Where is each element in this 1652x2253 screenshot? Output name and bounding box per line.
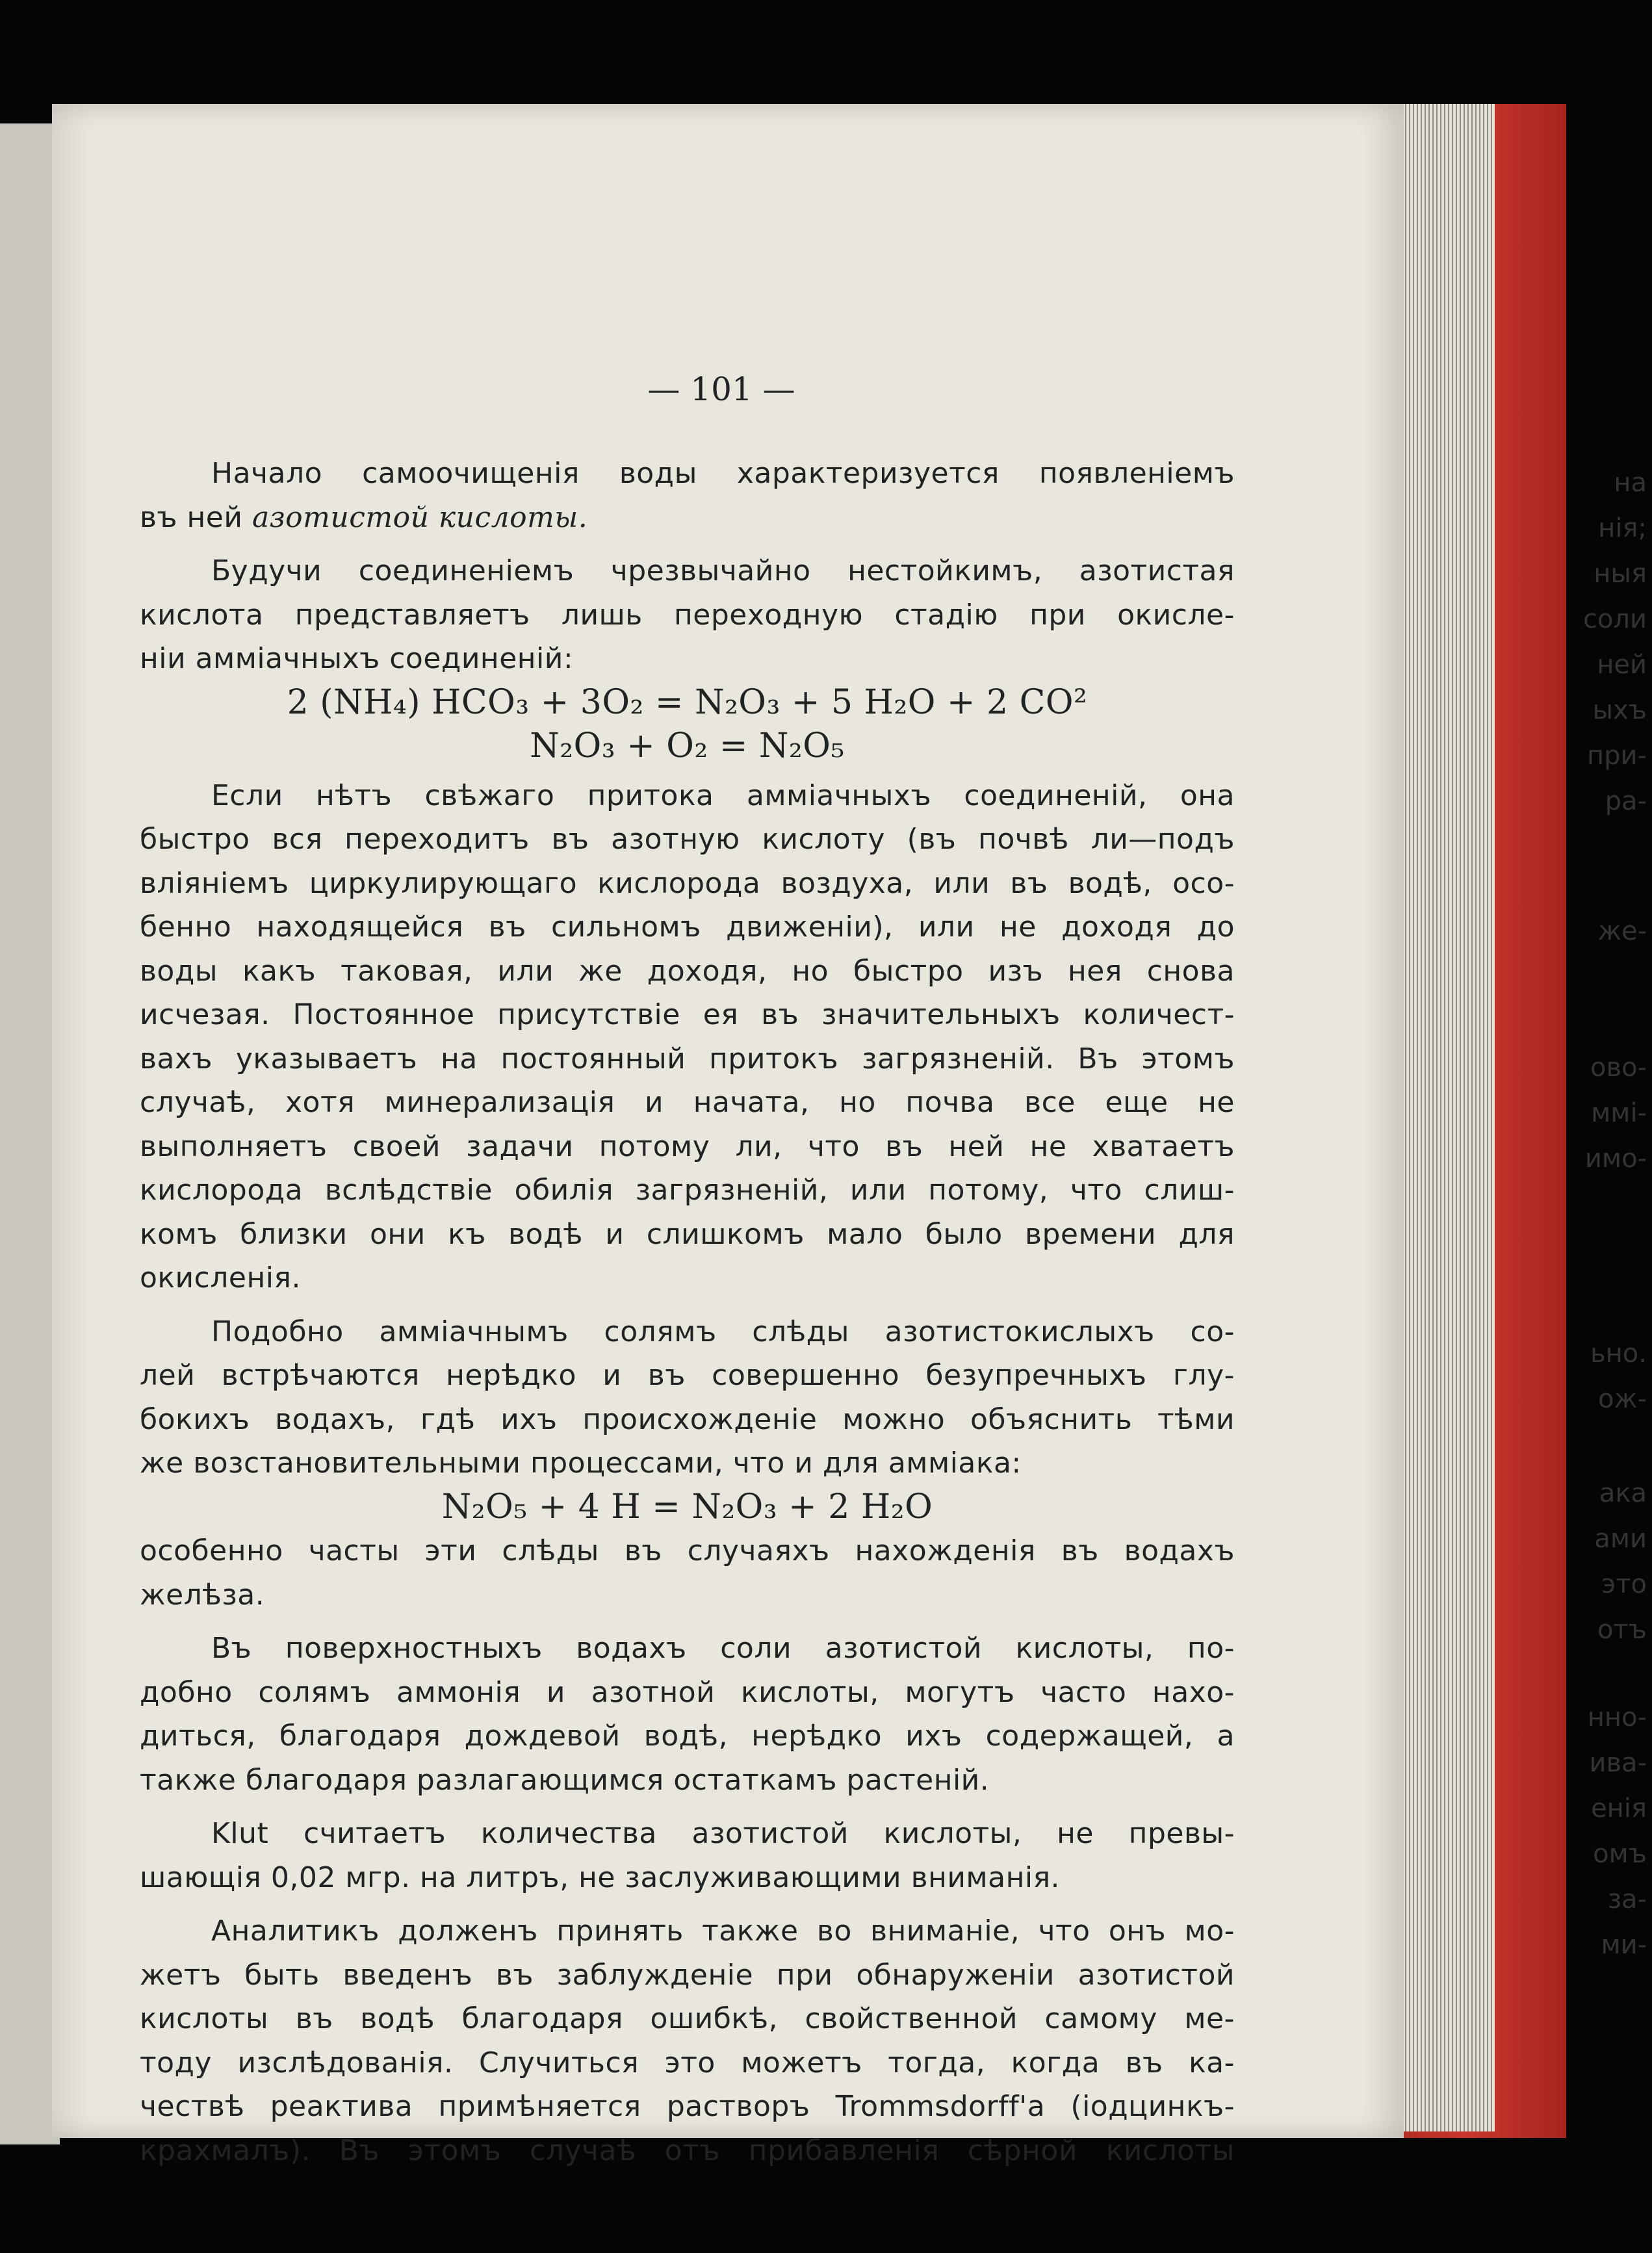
text-line: тоду изслѣдованія. Случиться это можетъ тогда, когда въ ка- <box>140 2046 1235 2079</box>
left-page-text-fragment: ами <box>1594 1524 1647 1554</box>
right-page <box>52 104 1404 2167</box>
left-page-text-fragment: при- <box>1587 741 1647 771</box>
text-line: жетъ быть введенъ въ заблужденіе при обнаруженіи азотистой <box>140 1958 1235 1992</box>
left-page-text-fragment: ыхъ <box>1592 695 1647 725</box>
text-line: Въ поверхностныхъ водахъ соли азотистой кислоты, по- <box>211 1632 1235 1665</box>
text-line: шающія 0,02 мгр. на литръ, не заслуживающими вниманія. <box>140 1860 1061 1894</box>
text-line: Если нѣтъ свѣжаго притока амміачныхъ соединеній, она <box>211 779 1235 812</box>
formula: 2 (NH₄) HCO₃ + 3O₂ = N₂O₃ + 5 H₂O + 2 CO² <box>287 682 1088 722</box>
left-page-text-fragment: ныя <box>1594 559 1647 589</box>
italic-phrase: азотистой кислоты. <box>252 500 588 534</box>
left-page-text-fragment: ммі- <box>1591 1098 1647 1128</box>
text-line: въ ней азотистой кислоты. <box>140 500 588 534</box>
text-line: комъ близки они къ водѣ и слишкомъ мало было времени для <box>140 1217 1235 1251</box>
text-line: крахмалъ). Въ этомъ случаѣ отъ прибавленія сѣрной кислоты <box>140 2133 1235 2167</box>
left-page-text-fragment: ово- <box>1590 1053 1647 1083</box>
left-page-text-fragment: ьно. <box>1590 1339 1647 1369</box>
text-line: воды какъ таковая, или же доходя, но быстро изъ нея снова <box>140 954 1235 988</box>
text-line: бенно находящейся въ сильномъ движеніи), или не доходя до <box>140 910 1235 944</box>
left-page-text-fragment: нно- <box>1587 1703 1647 1732</box>
text-line: выполняетъ своей задачи потому ли, что въ ней не хватаетъ <box>140 1129 1235 1163</box>
page-block-edge <box>1391 104 1495 2131</box>
left-page-text-fragment: ней <box>1597 650 1647 680</box>
left-page-text-fragment: на <box>1614 468 1647 498</box>
page-body-text <box>140 452 1235 2172</box>
left-page-text-fragment: соли <box>1582 604 1647 634</box>
text-line: кислота представляетъ лишь переходную стадію при окисле- <box>140 598 1235 632</box>
text-line: окисленія. <box>140 1261 301 1294</box>
left-page-text-fragment: ака <box>1599 1478 1647 1508</box>
text-line: также благодаря разлагающимся остаткамъ растеній. <box>140 1763 990 1797</box>
text-line: Будучи соединеніемъ чрезвычайно нестойкимъ, азотистая <box>211 554 1235 587</box>
left-page-text-fragment: это <box>1601 1569 1647 1599</box>
text-line: Подобно амміачнымъ солямъ слѣды азотистокислыхъ со- <box>211 1315 1235 1348</box>
text-line: чествѣ реактива примѣняется растворъ Trommsdorff'а (іодцинкъ- <box>140 2090 1235 2123</box>
left-page-text-fragment: ива- <box>1589 1748 1647 1778</box>
left-page-text-fragment: отъ <box>1597 1615 1647 1645</box>
formula: N₂O₃ + O₂ = N₂O₅ <box>530 727 845 766</box>
left-page-fragment <box>0 123 60 2144</box>
left-page-text-fragment: ра- <box>1605 786 1647 816</box>
formula: N₂O₅ + 4 H = N₂O₃ + 2 H₂O <box>441 1487 933 1526</box>
left-page-text-fragment: омъ <box>1593 1839 1647 1869</box>
text-line: исчезая. Постоянное присутствіе ея въ значительныхъ количест- <box>140 998 1235 1031</box>
text-line: Аналитикъ долженъ принять также во вниманіе, что онъ мо- <box>211 1914 1235 1948</box>
text-line: кислорода вслѣдствіе обилія загрязненій, или потому, что слиш- <box>140 1174 1235 1207</box>
left-page-text-fragment: за- <box>1607 1885 1647 1914</box>
text-line: быстро вся переходитъ въ азотную кислоту (въ почвѣ ли—подъ <box>140 823 1235 856</box>
text-line: диться, благодаря дождевой водѣ, нерѣдко ихъ содержащей, а <box>140 1719 1235 1753</box>
text-line: Начало самоочищенія воды характеризуется появленіемъ <box>211 457 1235 490</box>
text-line: бокихъ водахъ, гдѣ ихъ происхожденіе можно объяснить тѣми <box>140 1402 1235 1436</box>
text-line: вліяніемъ циркулирующаго кислорода воздуха, или въ водѣ, осо- <box>140 866 1235 900</box>
text-line: особенно часты эти слѣды въ случаяхъ нахожденія въ водахъ <box>140 1534 1235 1567</box>
text-line: ніи амміачныхъ соединеній: <box>140 642 574 675</box>
text-line: добно солямъ аммонія и азотной кислоты, могутъ часто нахо- <box>140 1675 1235 1709</box>
text-line: лей встрѣчаются нерѣдко и въ совершенно безупречныхъ глу- <box>140 1359 1235 1392</box>
text-line: случаѣ, хотя минерализація и начата, но почва все еще не <box>140 1086 1235 1119</box>
left-page-text-fragment: енія <box>1591 1794 1647 1823</box>
left-page-text-fragment: имо- <box>1584 1144 1647 1174</box>
text-line: Klut считаетъ количества азотистой кислоты, не превы- <box>211 1817 1235 1850</box>
left-page-text-fragment: же- <box>1597 916 1647 946</box>
left-page-text-fragment: ож- <box>1598 1384 1647 1414</box>
left-page-text-fragment: нія; <box>1598 513 1647 543</box>
text-line: кислоты въ водѣ благодаря ошибкѣ, свойственной самому ме- <box>140 2002 1235 2035</box>
left-page-text-fragment: ми- <box>1601 1930 1647 1960</box>
page-number: — 101 — <box>647 370 795 408</box>
text-line: вахъ указываетъ на постоянный притокъ загрязненій. Въ этомъ <box>140 1042 1235 1075</box>
text-line: желѣза. <box>140 1578 265 1612</box>
text-line: же возстановительными процессами, что и для амміака: <box>140 1447 1022 1480</box>
